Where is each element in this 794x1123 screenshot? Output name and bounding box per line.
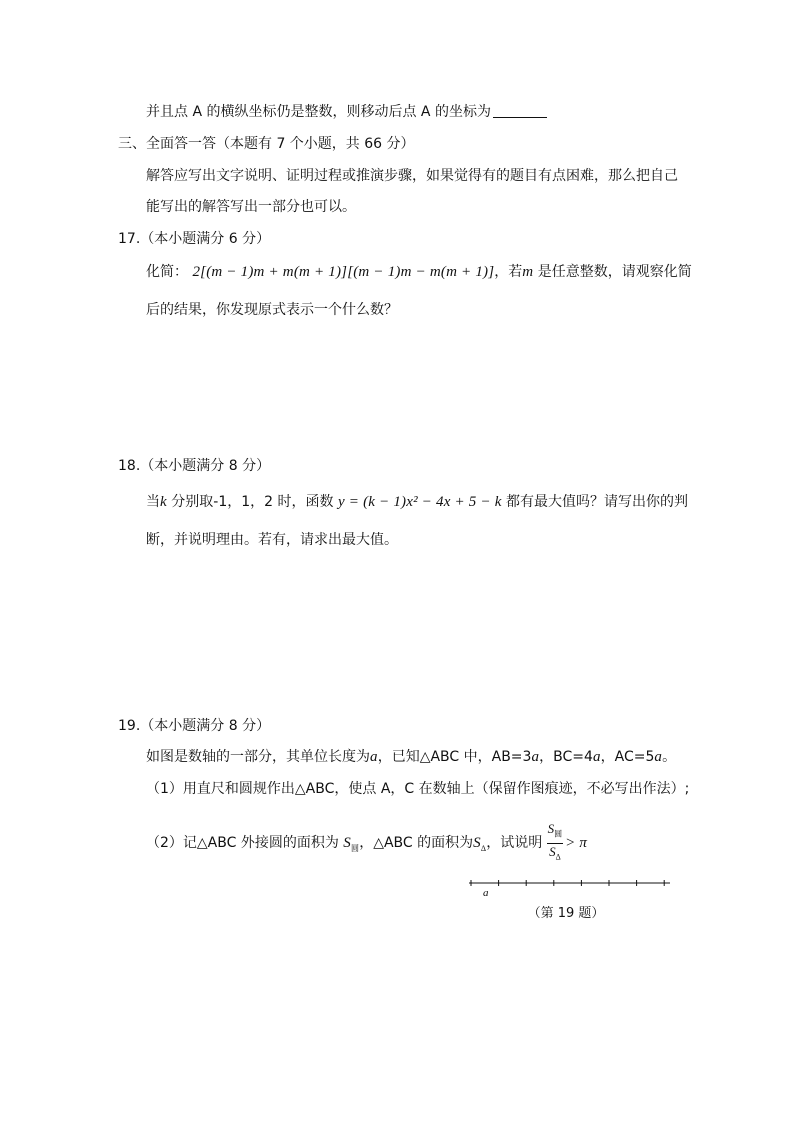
q19-unit-var: a xyxy=(370,749,378,765)
q17-header: 17.（本小题满分 6 分） xyxy=(118,231,271,247)
q17-middle: ，若 xyxy=(494,264,523,280)
q19-line1-mid: ，已知△ABC 中，AB=3 xyxy=(377,749,532,765)
q18-line-1 xyxy=(146,492,688,512)
q17-var-m: m xyxy=(522,264,534,280)
q19-part2-mid: ，△ABC 的面积为 xyxy=(359,835,474,852)
figure-caption: （第 19 题） xyxy=(527,906,605,921)
q17-prefix: 化简： xyxy=(146,264,188,280)
q18-mid: 分别取-1，1，2 时，函数 xyxy=(166,494,338,510)
q19-unit-var-4: a xyxy=(654,749,663,765)
q19-unit-var-2: a xyxy=(531,749,540,765)
q19-ratio-denominator: $S_\Delta$ xyxy=(549,843,561,862)
q19-line1-mid2: ，BC=4 xyxy=(539,749,593,765)
q19-line-1 xyxy=(146,747,676,767)
q18-suffix: 都有最大值吗？请写出你的判 xyxy=(501,494,689,510)
q17-line-2: 后的结果，你发现原式表示一个什么数？ xyxy=(146,302,398,318)
continued-question-line xyxy=(146,102,547,122)
number-line-figure xyxy=(467,874,673,898)
q19-part-2 xyxy=(146,822,587,864)
q19-inequality-rhs: > π xyxy=(565,835,588,852)
number-line-unit-label: a xyxy=(483,887,489,898)
q19-line1-mid3: ，AC=5 xyxy=(600,749,655,765)
q19-s-triangle: $S_\Delta$ xyxy=(473,835,487,854)
q17-line-1 xyxy=(146,262,692,282)
q18-function: y = (k − 1)x² − 4x + 5 − k xyxy=(337,494,502,510)
q17-suffix: 是任意整数，请观察化简 xyxy=(533,264,692,280)
q19-unit-var-3: a xyxy=(592,749,601,765)
q19-ratio-numerator: $S_圆$ xyxy=(547,822,564,844)
q18-prefix: 当 xyxy=(146,494,160,510)
section-heading: 三、全面答一答（本题有 7 个小题，共 66 分） xyxy=(118,136,415,152)
continued-question-text: 并且点 A 的横纵坐标仍是整数，则移动后点 A 的坐标为 xyxy=(146,104,491,120)
answer-blank[interactable] xyxy=(493,117,547,118)
section-instruction-line-2: 能写出的解答写出一部分也可以。 xyxy=(146,199,356,215)
q18-header: 18.（本小题满分 8 分） xyxy=(118,458,271,474)
q17-expression: 2[(m − 1)m + m(m + 1)][(m − 1)m − m(m + 1)] xyxy=(192,264,495,280)
q19-part2-mid2: ，试说明 xyxy=(486,835,543,852)
q19-header: 19.（本小题满分 8 分） xyxy=(118,718,271,734)
q19-part-1: （1）用直尺和圆规作出△ABC，使点 A，C 在数轴上（保留作图痕迹，不必写出作法）; xyxy=(146,781,690,797)
q19-ratio-fraction xyxy=(547,822,564,864)
q19-part2-prefix: （2）记△ABC 外接圆的面积为 xyxy=(146,835,339,852)
q19-line1-end: 。 xyxy=(662,749,677,765)
q18-line-2: 断，并说明理由。若有，请求出最大值。 xyxy=(146,532,398,548)
q19-line1-prefix: 如图是数轴的一部分，其单位长度为 xyxy=(146,749,370,765)
q19-s-circle: $S_圆$ xyxy=(343,835,360,854)
q18-var-k: k xyxy=(160,494,167,510)
section-instruction-line-1: 解答应写出文字说明、证明过程或推演步骤，如果觉得有的题目有点困难，那么把自己 xyxy=(146,168,678,184)
